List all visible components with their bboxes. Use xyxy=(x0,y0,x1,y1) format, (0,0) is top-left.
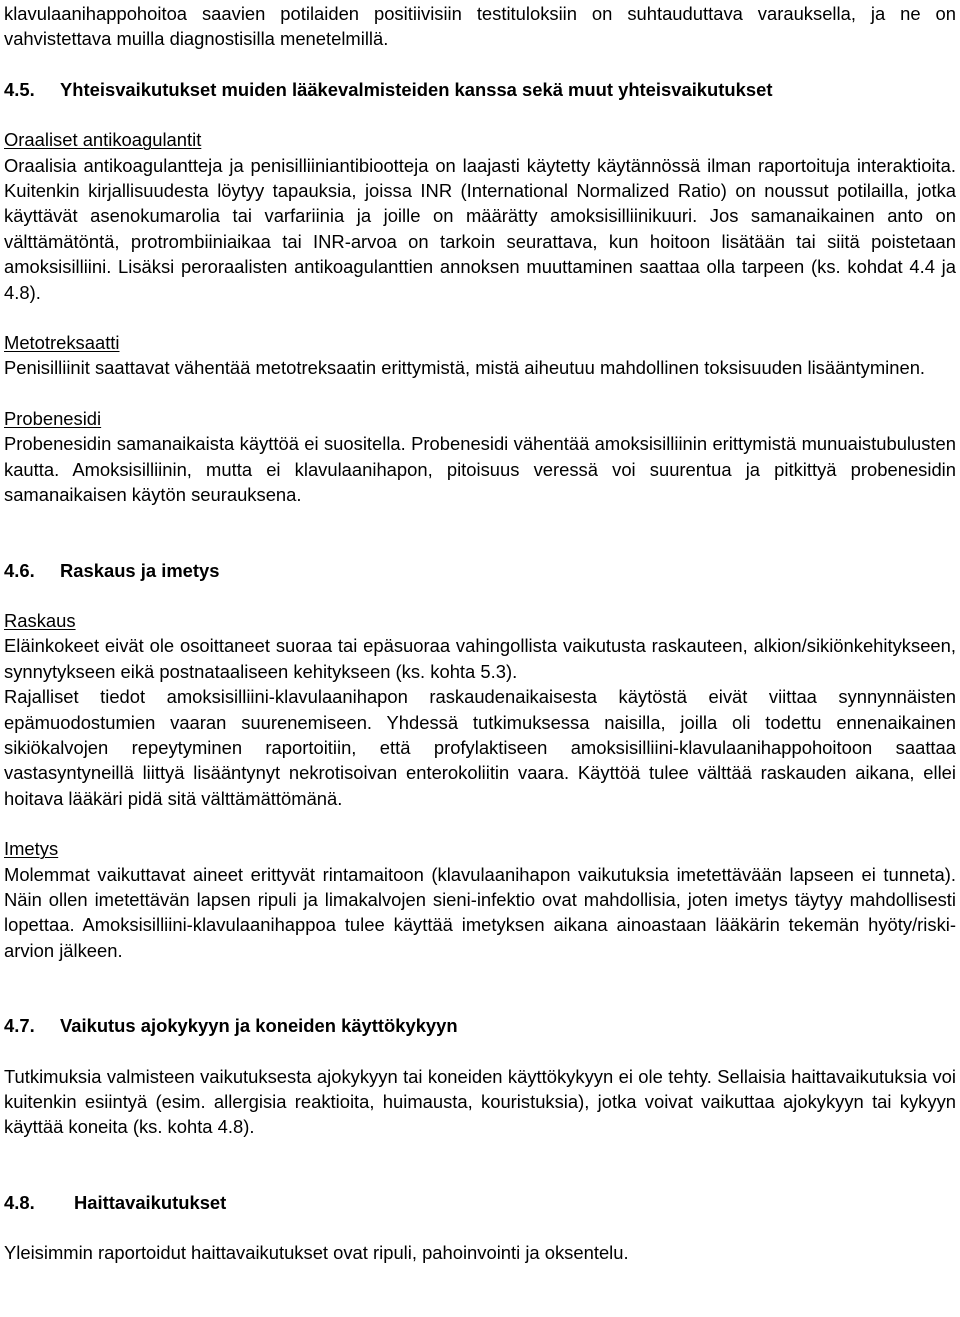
subsection-title-oral-anticoagulants: Oraaliset antikoagulantit xyxy=(4,129,202,151)
paragraph-pregnancy-limited-data: Rajalliset tiedot amoksisilliini-klavulaanihapon raskaudenaikaisesta käytöstä eivät viittaa synnynnäisten epämuodostumien vaaran suurenemiseen. Yhdessä tutkimuksessa naisilla, joilla oli todettu ennenaikainen sikiökalvojen repeytyminen raportoitiin, että profylaktiseen amoksisilliini-klavulaanihappohoitoon saattaa vastasyntyneillä liittyä lisääntynyt nekrotisoivan enterokoliitin vaara. Käyttöä tulee välttää raskauden aikana, ellei hoitava lääkäri pidä sitä välttämättömänä. xyxy=(4,686,956,809)
section-4-5-title: Yhteisvaikutukset muiden lääkevalmisteiden kanssa sekä muut yhteisvaikutukset xyxy=(60,78,773,100)
section-4-7-title: Vaikutus ajokykyyn ja koneiden käyttökykyyn xyxy=(60,1015,458,1037)
section-4-6-number: 4.6. xyxy=(4,559,35,581)
paragraph-driving-ability: Tutkimuksia valmisteen vaikutuksesta ajokykyyn tai koneiden käyttökykyyn ei ole tehty. Sellaisia haittavaikutuksia voi kuitenkin esiintyä (esim. allergisia reaktioita, huimausta, kouristuksia), jotka voivat vaikuttaa ajokykyyn tai kykyyn käyttää koneita (ks. kohta 4.8). xyxy=(4,1065,956,1138)
document-page xyxy=(4,0,956,1266)
paragraph-methotrexate: Penisilliinit saattavat vähentää metotreksaatin erittymistä, mistä aiheutuu mahdollinen toksisuuden lisääntyminen. xyxy=(4,357,926,379)
paragraph-pregnancy-animal-studies: Eläinkokeet eivät ole osoittaneet suoraa tai epäsuoraa vahingollista vaikutusta raskauteen, alkion/sikiönkehitykseen, synnytykseen eikä postnataaliseen kehitykseen (ks. kohta 5.3). xyxy=(4,635,956,682)
paragraph-oral-anticoagulants: Oraalisia antikoagulantteja ja penisilliiniantibiootteja on laajasti käytetty käytännössä ilman raportoituja interaktioita. Kuitenkin kirjallisuudesta löytyy tapauksia, joissa INR (International Normalized Ratio) on noussut potilailla, jotka käyttävät asenokumarolia tai varfariinia ja joille on määrätty amoksisilliinikuuri. Jos samanaikainen anto on välttämätöntä, protrombiiniaikaa tai INR-arvoa on tarkoin seurattava, kun hoitoon lisätään tai siitä poistetaan amoksisilliini. Lisäksi peroraalisten antikoagulanttien annoksen muuttaminen saattaa olla tarpeen (ks. kohdat 4.4 ja 4.8). xyxy=(4,154,956,303)
intro-paragraph: klavulaanihappohoitoa saavien potilaiden positiivisiin testituloksiin on suhtauduttava varauksella, ja ne on vahvistettava muilla diagnostisilla menetelmillä. xyxy=(4,3,956,50)
subsection-title-breastfeeding: Imetys xyxy=(4,838,59,860)
paragraph-breastfeeding: Molemmat vaikuttavat aineet erittyvät rintamaitoon (klavulaanihapon vaikutuksia imetettävään lapseen ei tunneta). Näin ollen imetettävän lapsen ripuli ja limakalvojen sieni-infektio ovat mahdollisia, joten imetys täytyy mahdollisesti lopettaa. Amoksisilliini-klavulaanihappoa tulee käyttää imetyksen aikana ainoastaan lääkärin tekemän hyöty/riski-arvion jälkeen. xyxy=(4,863,956,961)
subsection-title-probenecid: Probenesidi xyxy=(4,407,102,429)
section-4-8-number: 4.8. xyxy=(4,1191,35,1213)
subsection-title-pregnancy: Raskaus xyxy=(4,609,76,631)
section-4-6-heading xyxy=(4,558,956,583)
section-4-5-number: 4.5. xyxy=(4,78,35,100)
paragraph-adverse-reactions: Yleisimmin raportoidut haittavaikutukset ovat ripuli, pahoinvointi ja oksentelu. xyxy=(4,1242,629,1264)
section-4-5-heading xyxy=(4,77,956,102)
section-4-8-heading xyxy=(4,1190,956,1215)
section-4-6-title: Raskaus ja imetys xyxy=(60,559,220,581)
section-4-7-number: 4.7. xyxy=(4,1015,35,1037)
subsection-title-methotrexate: Metotreksaatti xyxy=(4,332,120,354)
paragraph-probenecid: Probenesidin samanaikaista käyttöä ei suositella. Probenesidi vähentää amoksisilliinin erittymistä munuaistubulusten kautta. Amoksisilliinin, mutta ei klavulaanihapon, pitoisuus veressä voi suurentua ja pitkittyä probenesidin samanaikaisen käytön seurauksena. xyxy=(4,433,956,506)
section-4-7-heading xyxy=(4,1013,956,1038)
section-4-8-title: Haittavaikutukset xyxy=(74,1191,227,1213)
